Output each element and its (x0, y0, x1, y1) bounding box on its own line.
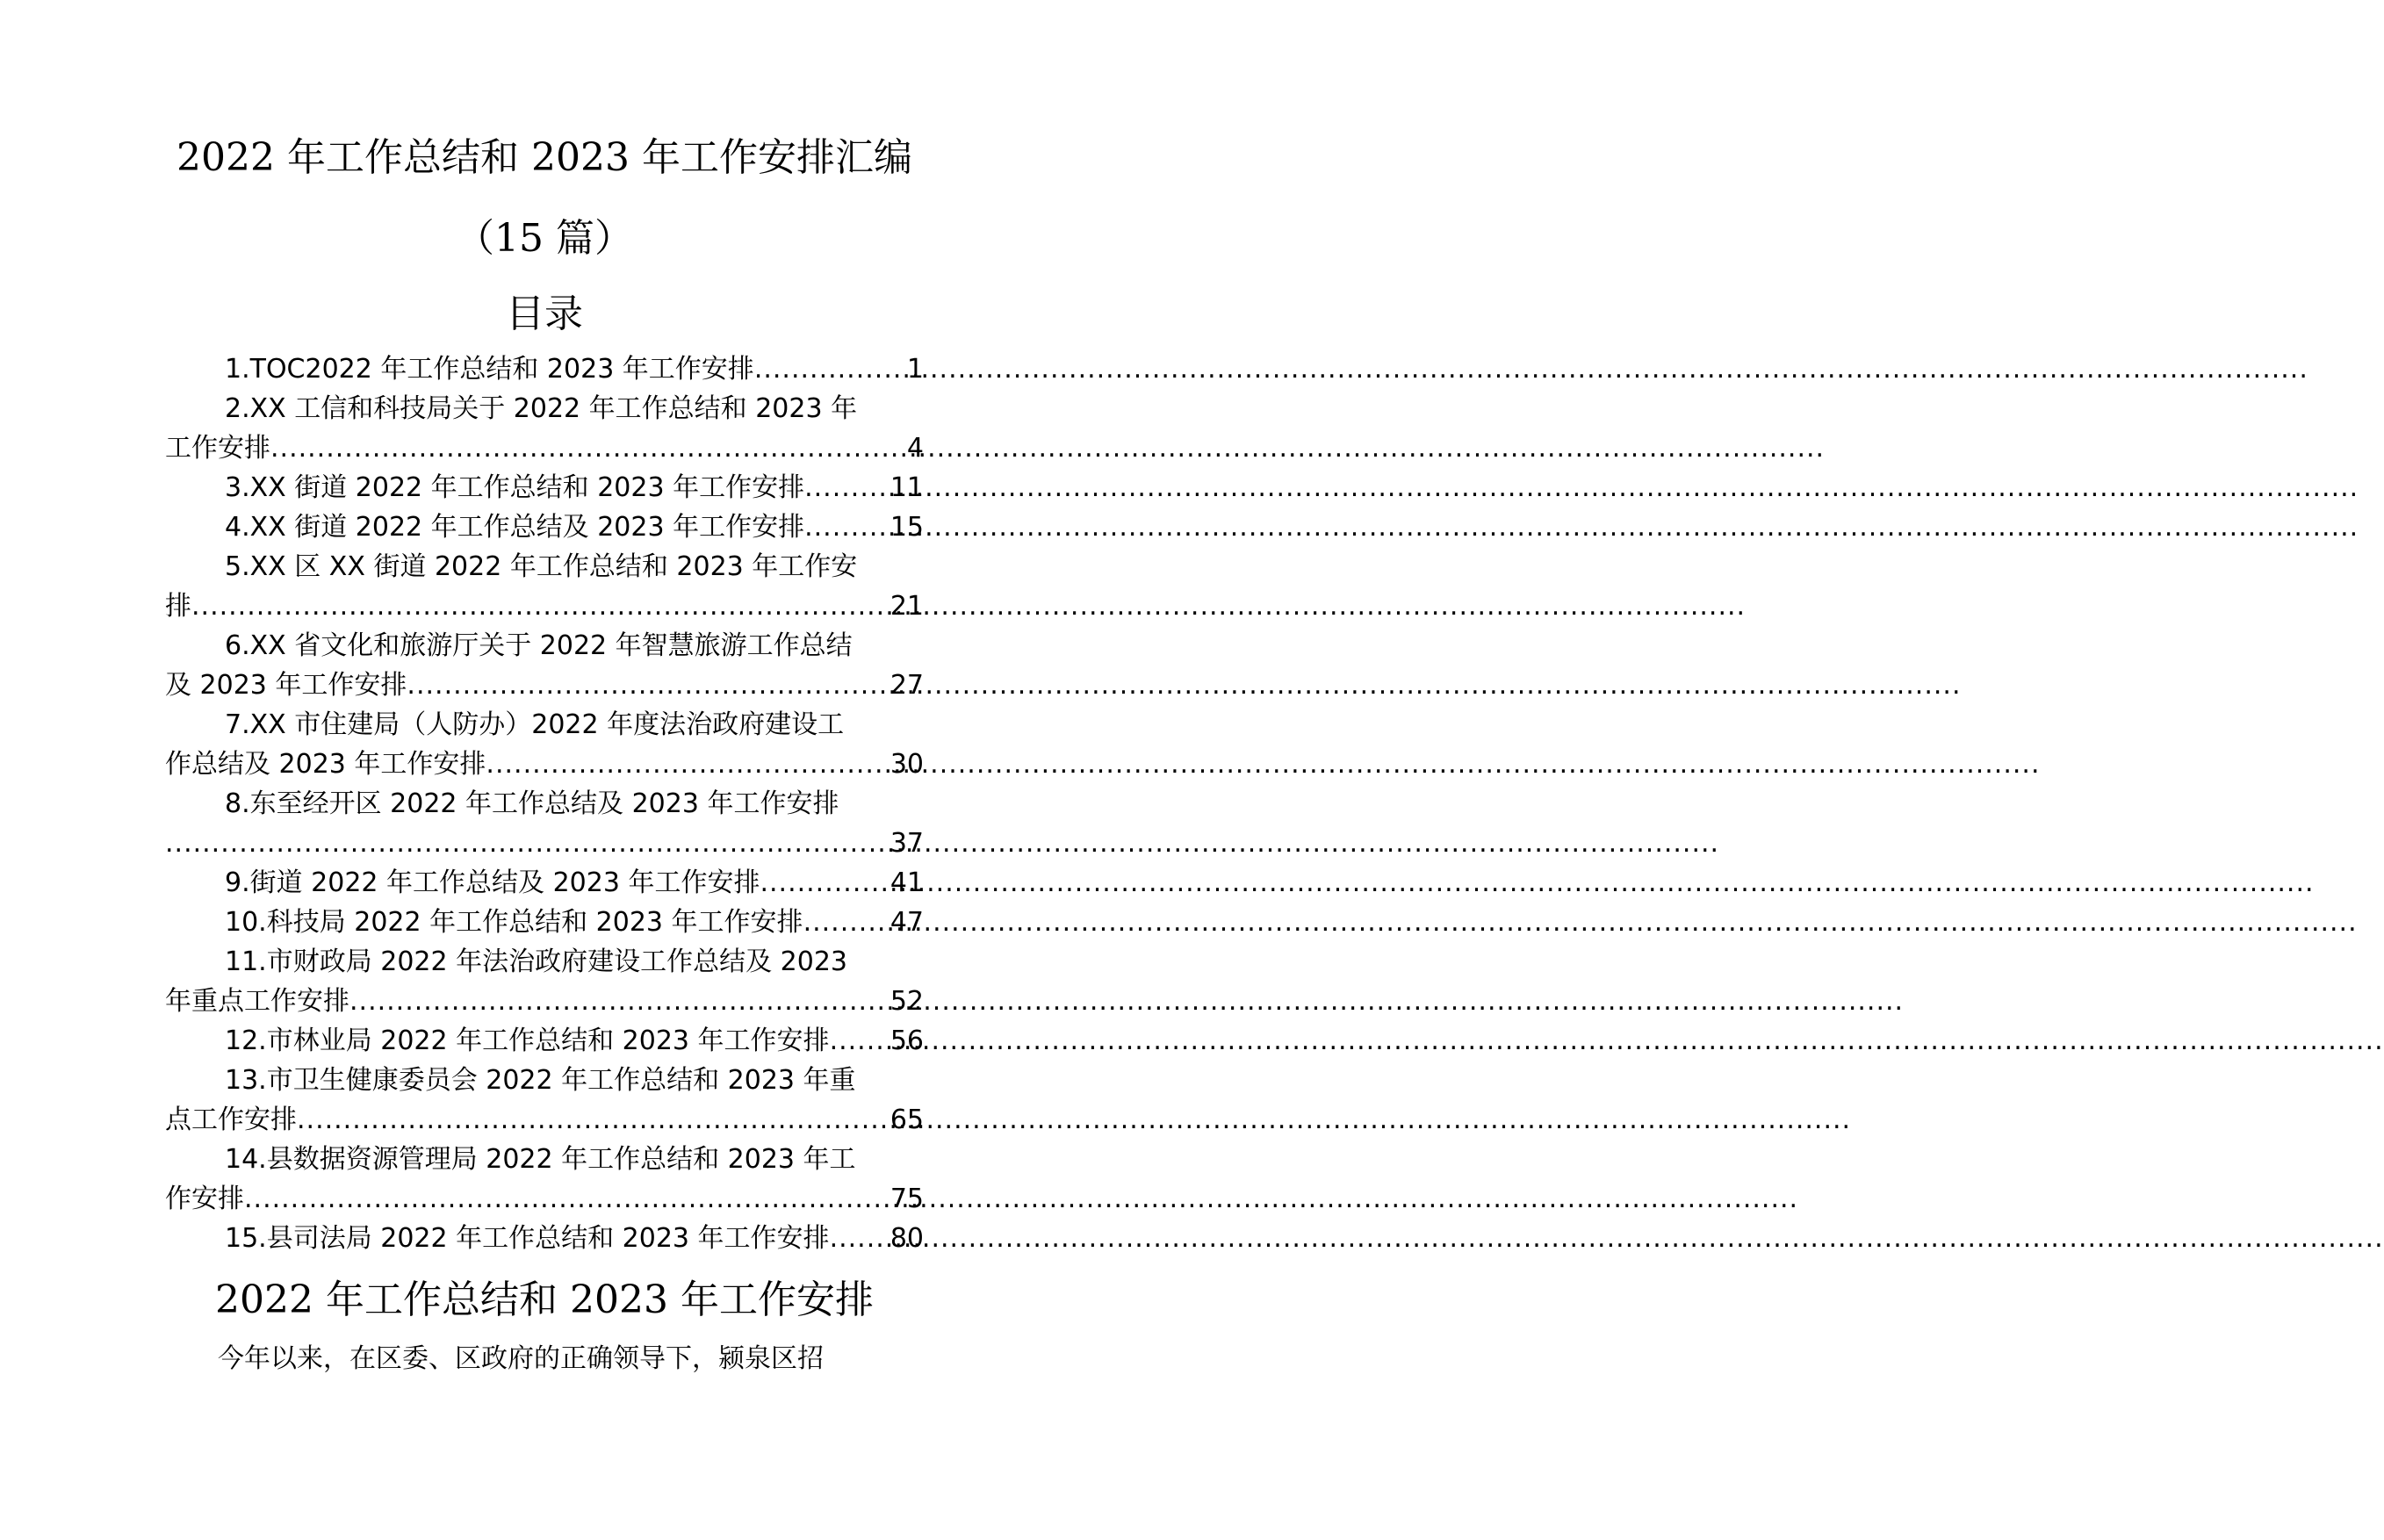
toc-entry-line (165, 349, 924, 389)
toc-entry-title: 及 2023 年工作安排 (165, 670, 407, 701)
toc-entry[interactable] (165, 389, 924, 468)
toc-page-number: 80 (889, 1223, 924, 1254)
toc-entry[interactable] (165, 784, 924, 863)
toc-entry[interactable] (165, 1021, 924, 1061)
toc-entry-line (165, 507, 924, 547)
toc-entry-title: 9.街道 2022 年工作总结及 2023 年工作安排 (225, 867, 760, 898)
toc-page-number: 27 (889, 670, 924, 701)
toc-page-number: 65 (889, 1105, 924, 1135)
toc-entry-title: 排 (165, 591, 191, 622)
toc-leader-dots (830, 1219, 890, 1258)
toc-entry-title: 作总结及 2023 年工作安排 (165, 749, 486, 780)
toc-entry-line (165, 1021, 924, 1061)
toc-entry-title: 5.XX 区 XX 街道 2022 年工作总结和 2023 年工作安 (225, 551, 858, 582)
toc-entry[interactable] (165, 468, 924, 507)
toc-leader-dots (754, 349, 907, 389)
toc-entry[interactable] (165, 942, 924, 1021)
toc-leader-dots (407, 666, 889, 705)
toc-entry-line (165, 468, 924, 507)
toc-entry[interactable] (165, 863, 924, 903)
toc-page-number: 52 (889, 986, 924, 1017)
toc-leader-dots (244, 1179, 890, 1219)
toc-entry-line (165, 1061, 924, 1100)
toc-entry-title: 1.TOC2022 年工作总结和 2023 年工作安排 (225, 354, 754, 385)
toc-entry-title: 15.县司法局 2022 年工作总结和 2023 年工作安排 (225, 1223, 830, 1254)
toc-leader-dots (191, 586, 890, 626)
toc-entry-line (165, 863, 924, 903)
section-title: 2022 年工作总结和 2023 年工作安排 (215, 1277, 874, 1322)
toc-page-number: 11 (889, 472, 924, 503)
toc-entry-title: 7.XX 市住建局（人防办）2022 年度法治政府建设工 (225, 709, 845, 740)
body-paragraph: 今年以来，在区委、区政府的正确领导下，颍泉区招 (218, 1343, 824, 1374)
toc-entry-line (165, 824, 924, 863)
toc-entry-title: 工作安排 (165, 433, 270, 464)
toc-entry-line (165, 547, 924, 586)
toc-entry-line (165, 626, 924, 666)
toc-page-number: 4 (906, 433, 924, 464)
toc-entry-line (165, 586, 924, 626)
toc-page-number: 1 (906, 354, 924, 385)
toc-entry-line (165, 1140, 924, 1179)
toc-entry-title: 3.XX 街道 2022 年工作总结和 2023 年工作安排 (225, 472, 805, 503)
toc-entry-title: 6.XX 省文化和旅游厅关于 2022 年智慧旅游工作总结 (225, 630, 853, 661)
toc-page-number: 75 (889, 1184, 924, 1214)
toc-entry-line (165, 1219, 924, 1258)
toc-entry-line (165, 389, 924, 428)
toc-entry[interactable] (165, 349, 924, 389)
toc-leader-dots (297, 1100, 890, 1140)
toc-entry-line (165, 903, 924, 942)
toc-entry-title: 11.市财政局 2022 年法治政府建设工作总结及 2023 (225, 946, 848, 977)
toc-entry-title: 10.科技局 2022 年工作总结和 2023 年工作安排 (225, 907, 803, 938)
document-title: 2022 年工作总结和 2023 年工作安排汇编 (176, 135, 912, 180)
toc-leader-dots (349, 982, 890, 1021)
toc-entry-line (165, 942, 924, 982)
toc-entry[interactable] (165, 903, 924, 942)
toc-entry-line (165, 666, 924, 705)
toc-entry-title: 4.XX 街道 2022 年工作总结及 2023 年工作安排 (225, 512, 805, 543)
toc-page-number: 15 (889, 512, 924, 543)
toc-leader-dots (803, 903, 890, 942)
toc-entry-line (165, 1179, 924, 1219)
toc-heading: 目录 (506, 291, 583, 336)
document-page (165, 132, 924, 1378)
toc-entry[interactable] (165, 547, 924, 626)
toc-entry-line (165, 784, 924, 824)
toc-entry-line (165, 1100, 924, 1140)
toc-entry-title: 14.县数据资源管理局 2022 年工作总结和 2023 年工 (225, 1144, 856, 1175)
toc-entry-title: 2.XX 工信和科技局关于 2022 年工作总结和 2023 年 (225, 393, 858, 424)
toc-page-number: 37 (889, 828, 924, 859)
toc-leader-dots (486, 745, 889, 784)
toc-entry-line (165, 982, 924, 1021)
toc-entry[interactable] (165, 705, 924, 784)
toc-entry[interactable] (165, 507, 924, 547)
toc-entry[interactable] (165, 626, 924, 705)
toc-leader-dots (804, 468, 890, 507)
toc-leader-dots (804, 507, 890, 547)
toc-entry-title: 年重点工作安排 (165, 986, 349, 1017)
toc-leader-dots (165, 824, 890, 863)
toc-leader-dots (830, 1021, 890, 1061)
toc-entry-title: 12.市林业局 2022 年工作总结和 2023 年工作安排 (225, 1025, 830, 1056)
table-of-contents (165, 349, 924, 1258)
toc-page-number: 47 (889, 907, 924, 938)
toc-leader-dots (760, 863, 889, 903)
toc-leader-dots (270, 428, 907, 468)
toc-page-number: 56 (889, 1025, 924, 1056)
toc-page-number: 30 (889, 749, 924, 780)
toc-page-number: 21 (889, 591, 924, 622)
toc-entry-title: 13.市卫生健康委员会 2022 年工作总结和 2023 年重 (225, 1065, 856, 1096)
toc-entry-line (165, 745, 924, 784)
toc-entry[interactable] (165, 1140, 924, 1219)
toc-entry-title: 8.东至经开区 2022 年工作总结及 2023 年工作安排 (225, 788, 839, 819)
toc-entry[interactable] (165, 1061, 924, 1140)
toc-entry-title: 作安排 (165, 1184, 244, 1214)
toc-entry-title: 点工作安排 (165, 1105, 297, 1135)
document-subtitle: （15 篇） (456, 216, 633, 261)
toc-entry-line (165, 428, 924, 468)
toc-entry-line (165, 705, 924, 745)
toc-page-number: 41 (889, 867, 924, 898)
toc-entry[interactable] (165, 1219, 924, 1258)
